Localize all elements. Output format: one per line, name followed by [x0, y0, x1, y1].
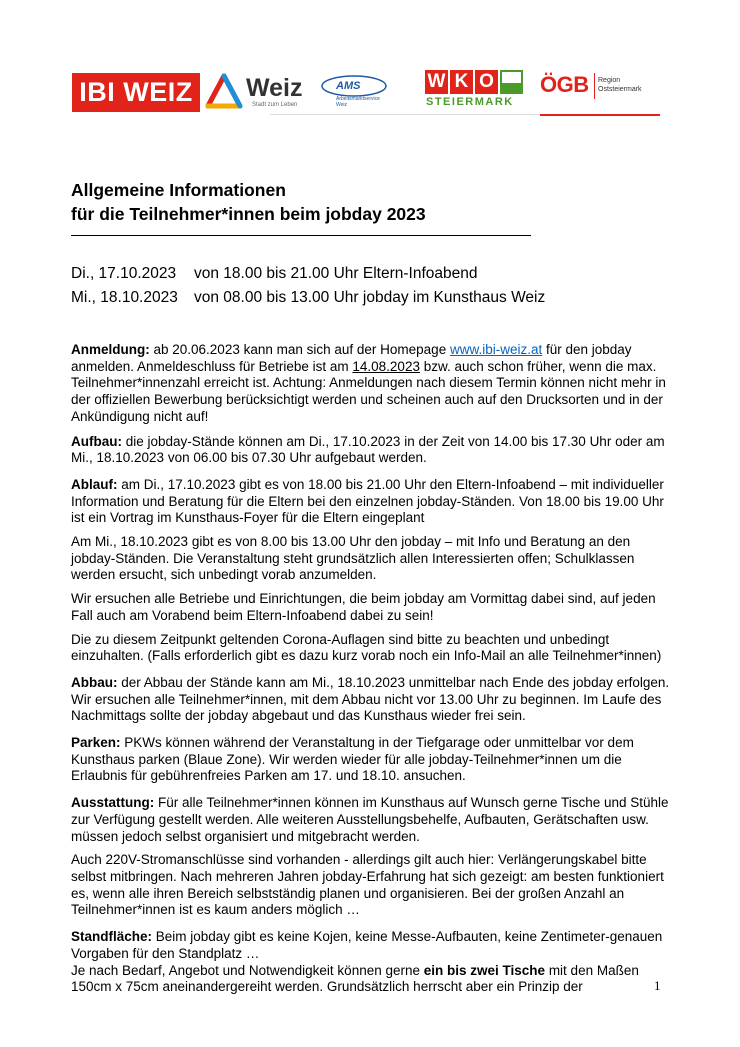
- text-run: für den jobday anmelden. Anmeldeschluss für Betriebe ist am: [71, 342, 632, 374]
- text-run: Je nach Bedarf, Angebot und Notwendigkeit können gerne: [71, 962, 424, 978]
- text-run: der Abbau der Stände kann am Mi., 18.10.2023 unmittelbar nach Ende des jobday erfolgen. Wir ersuchen alle Teilnehmer*innen, mit dem Abbau nicht vor 13.00 Uhr zu beginnen. Im Laufe des Nachmittags sollte der jobday abgebaut und das Kunsthaus wieder frei sein.: [71, 674, 670, 724]
- ablauf-paragraph: Die zu diesem Zeitpunkt geltenden Corona-Auflagen sind bitte zu beachten und unbedingt einzuhalten. (Falls erforderlich gibt es dazu kurz vorab noch ein Info-Mail an alle Teilnehmer*innen): [71, 631, 662, 664]
- page-title: [71, 178, 426, 226]
- text-run: am Di., 17.10.2023 gibt es von 18.00 bis 21.00 Uhr den Eltern-Infoabend – mit individueller Information und Beratung für die Eltern bei den einzelnen jobday-Ständen. Von 18.00 bis 19.00 Uhr ist ein Vortrag im Kunsthaus-Foyer für die Eltern eingeplant: [71, 476, 664, 526]
- ams-logo-text: AMS: [336, 80, 361, 92]
- homepage-link[interactable]: www.ibi-weiz.at: [449, 342, 543, 357]
- text-run: Für alle Teilnehmer*innen können im Kunsthaus auf Wunsch gerne Tische und Stühle zur Verfügung gestellt werden. Alle weiteren Ausstellungsbehelfe, Aufbauten, Gerätschaften usw. müssen jedoch selbst organisiert und mitgebracht werden.: [71, 795, 669, 844]
- logo-bar: [70, 68, 660, 116]
- ogb-region-label: Region: [598, 77, 621, 84]
- weiz-logo-subtitle: Stadt zum Leben: [252, 102, 298, 108]
- section-parken: [71, 735, 671, 785]
- date-row: [71, 262, 545, 286]
- date-label: Mi., 18.10.2023: [71, 289, 178, 306]
- ogb-underline: [540, 114, 660, 116]
- weiz-logo-text: Weiz: [246, 74, 303, 102]
- ogb-logo-text: ÖGB: [540, 72, 589, 97]
- section-aufbau: [71, 434, 671, 467]
- ams-logo: [320, 74, 392, 112]
- section-label: Standfläche:: [71, 929, 153, 945]
- text-run: PKWs können während der Veranstaltung in der Tiefgarage oder unmittelbar vor dem Kunsthaus parken (Blaue Zone). Wir werden wieder für alle jobday-Teilnehmer*innen um die Erlaubnis für gebührenfreies Parken am 17. und 18.10. ansuchen.: [71, 735, 634, 784]
- ablauf-paragraph: Am Mi., 18.10.2023 gibt es von 8.00 bis 13.00 Uhr den jobday – mit Info und Beratung an den jobday-Ständen. Die Veranstaltung steht grundsätzlich allen Interessierten offen; Schulklassen werden ersucht, sich unbedingt vorab anzumelden.: [71, 534, 635, 583]
- document-body: [71, 342, 671, 1003]
- section-abbau: [71, 675, 671, 725]
- date-label: Di., 17.10.2023: [71, 265, 177, 282]
- ablauf-paragraph: Wir ersuchen alle Betriebe und Einrichtungen, die beim jobday am Vormittag dabei sind, auf jeden Fall auch am Vorabend beim Eltern-Infoabend dabei zu sein!: [71, 591, 656, 623]
- title-divider: [71, 235, 531, 236]
- wko-letter-w: W: [425, 70, 448, 94]
- event-dates: [71, 262, 545, 310]
- ausstattung-paragraph: Auch 220V-Stromanschlüsse sind vorhanden - allerdings gilt auch hier: Verlängerungskabel bitte selbst mitbringen. Nach mehreren Jahren jobday-Erfahrung hat sich gezeigt: am besten funktioniert es, wenn alle ihren Bereich selbstständig planen und organisieren. Bei der großen Anzahl an Teilnehmer*innen ist es kaum anders möglich …: [71, 852, 664, 918]
- text-run: mit den Maßen 150cm x 75cm aneinandergereiht werden. Grundsätzlich herrscht aber ein Prinzip der: [71, 962, 639, 995]
- ogb-divider: [594, 73, 595, 99]
- ogb-region-name: Oststeiermark: [598, 86, 642, 93]
- title-line-1: Allgemeine Informationen: [71, 180, 286, 200]
- section-label: Aufbau:: [71, 433, 122, 449]
- text-run: bzw. auch schon früher, wenn die max. Teilnehmer*innenzahl erreicht ist. Achtung: Anmeldungen nach diesem Termin können nicht mehr in der offiziellen Bewerbung berücksichtigt werden und scheinen auch auf den Drucksorten und in der Ankündigung nicht auf!: [71, 358, 666, 424]
- wko-logo: [425, 70, 523, 112]
- weiz-logo: [204, 70, 308, 114]
- wko-letter-o: O: [475, 70, 498, 94]
- ogb-logo-subtitle: [598, 76, 642, 94]
- section-label: Abbau:: [71, 674, 118, 690]
- ams-logo-subtitle: Arbeitsmarktservice Weiz: [336, 96, 380, 108]
- title-line-2: für die Teilnehmer*innen beim jobday 2023: [71, 204, 426, 224]
- logo-divider: [270, 114, 540, 115]
- section-standflaeche: [71, 929, 671, 962]
- date-row: [71, 286, 545, 310]
- section-anmeldung: [71, 342, 671, 426]
- text-run: Beim jobday gibt es keine Kojen, keine Messe-Aufbauten, keine Zentimeter-genauen Vorgaben für den Standplatz …: [71, 929, 663, 961]
- ibi-weiz-logo: IBI WEIZ: [72, 73, 200, 112]
- wko-letter-k: K: [450, 70, 473, 94]
- ogb-logo: [540, 70, 660, 114]
- wko-green-box-icon: [500, 70, 523, 94]
- weiz-swirl-icon: [204, 72, 244, 112]
- text-run: ab 20.06.2023 kann man sich auf der Homepage: [149, 342, 450, 357]
- section-label: Parken:: [71, 735, 121, 751]
- text-run: die jobday-Stände können am Di., 17.10.2023 in der Zeit von 14.00 bis 17.30 Uhr oder am Mi., 18.10.2023 von 06.00 bis 07.30 Uhr aufgebaut werden.: [71, 433, 665, 466]
- bold-text: ein bis zwei Tische: [423, 962, 546, 978]
- page-number: 1: [654, 978, 661, 993]
- section-label: Ablauf:: [71, 476, 118, 492]
- date-description: von 18.00 bis 21.00 Uhr Eltern-Infoabend: [194, 265, 478, 282]
- section-ausstattung: [71, 795, 671, 845]
- section-label: Anmeldung:: [71, 342, 150, 357]
- section-label: Ausstattung:: [71, 795, 155, 811]
- wko-logo-subtitle: STEIERMARK: [426, 96, 514, 108]
- standflaeche-paragraph: [71, 963, 671, 996]
- section-ablauf: [71, 477, 671, 527]
- deadline-date: 14.08.2023: [352, 358, 420, 374]
- date-description: von 08.00 bis 13.00 Uhr jobday im Kunsthaus Weiz: [194, 289, 546, 306]
